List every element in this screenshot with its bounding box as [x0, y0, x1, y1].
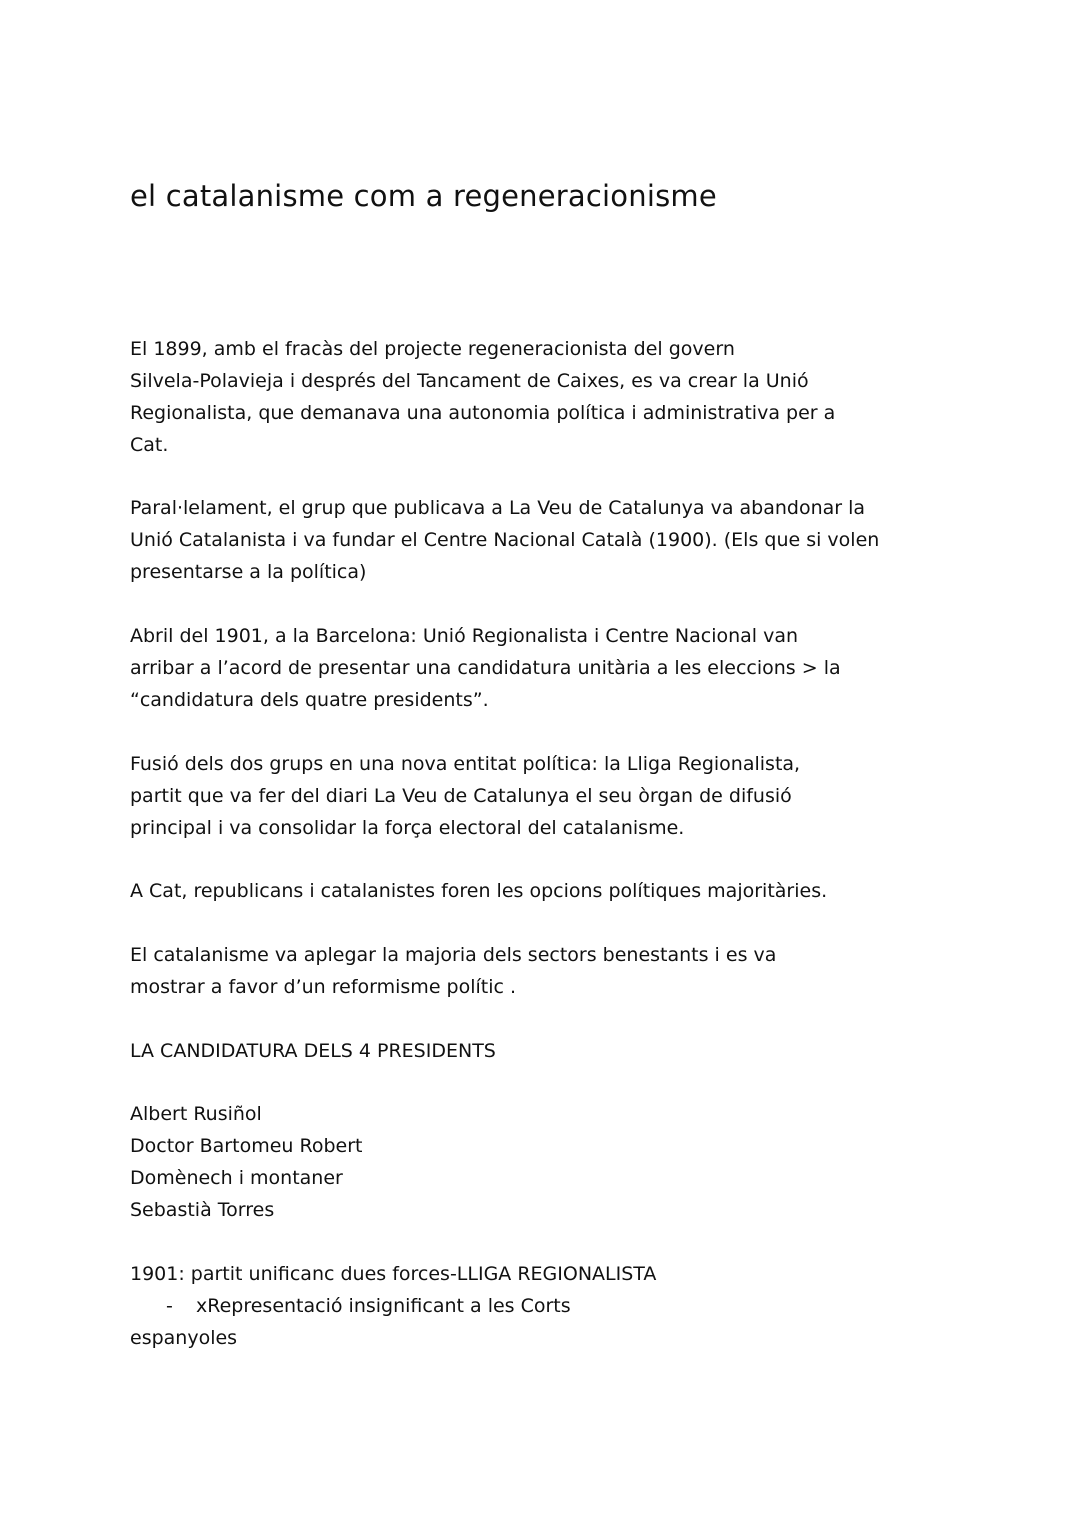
paragraph-fusio: [130, 748, 890, 844]
text-line: El catalanisme va aplegar la majoria dels sectors benestants i es va: [130, 944, 777, 966]
text-line: Cat.: [130, 434, 169, 456]
document-title: el catalanisme com a regeneracionisme: [130, 179, 717, 213]
text-line: presentarse a la política): [130, 561, 367, 583]
text-line: “candidatura dels quatre presidents”.: [130, 689, 489, 711]
section-heading-candidatura: [130, 1035, 890, 1067]
bullet-item: xRepresentació insignificant a les Corts: [196, 1295, 571, 1317]
text-line: Abril del 1901, a la Barcelona: Unió Regionalista i Centre Nacional van: [130, 625, 799, 647]
paragraph-centre-nacional: [130, 492, 890, 588]
text-line: principal i va consolidar la força electoral del catalanisme.: [130, 817, 685, 839]
text-line: Paral·lelament, el grup que publicava a La Veu de Catalunya va abandonar la: [130, 497, 866, 519]
list-item: Sebastià Torres: [130, 1199, 275, 1221]
presidents-list: [130, 1098, 890, 1226]
text-line: arribar a l’acord de presentar una candidatura unitària a les eleccions > la: [130, 657, 841, 679]
text-line: Fusió dels dos grups en una nova entitat política: la Lliga Regionalista,: [130, 753, 801, 775]
list-item: Albert Rusiñol: [130, 1103, 262, 1125]
list-item: Doctor Bartomeu Robert: [130, 1135, 363, 1157]
text-line: mostrar a favor d’un reformisme polític .: [130, 976, 517, 998]
text-line: El 1899, amb el fracàs del projecte regeneracionista del govern: [130, 338, 735, 360]
paragraph-unio-regionalista: [130, 333, 890, 461]
bullet-dash: -: [166, 1295, 173, 1317]
text-line: A Cat, republicans i catalanistes foren les opcions polítiques majoritàries.: [130, 880, 828, 902]
text-line: Unió Catalanista i va fundar el Centre Nacional Català (1900). (Els que si volen: [130, 529, 880, 551]
text-line: LA CANDIDATURA DELS 4 PRESIDENTS: [130, 1040, 496, 1062]
text-line: Regionalista, que demanava una autonomia política i administrativa per a: [130, 402, 836, 424]
text-line: partit que va fer del diari La Veu de Catalunya el seu òrgan de difusió: [130, 785, 792, 807]
bullet-continuation: espanyoles: [130, 1327, 238, 1349]
lliga-heading: 1901: partit unificanc dues forces-LLIGA REGIONALISTA: [130, 1263, 657, 1285]
paragraph-abril-1901: [130, 620, 890, 716]
list-item: Domènech i montaner: [130, 1167, 343, 1189]
paragraph-opcions: [130, 875, 890, 907]
text-line: Silvela-Polavieja i després del Tancament de Caixes, es va crear la Unió: [130, 370, 809, 392]
paragraph-reformisme: [130, 939, 890, 1003]
